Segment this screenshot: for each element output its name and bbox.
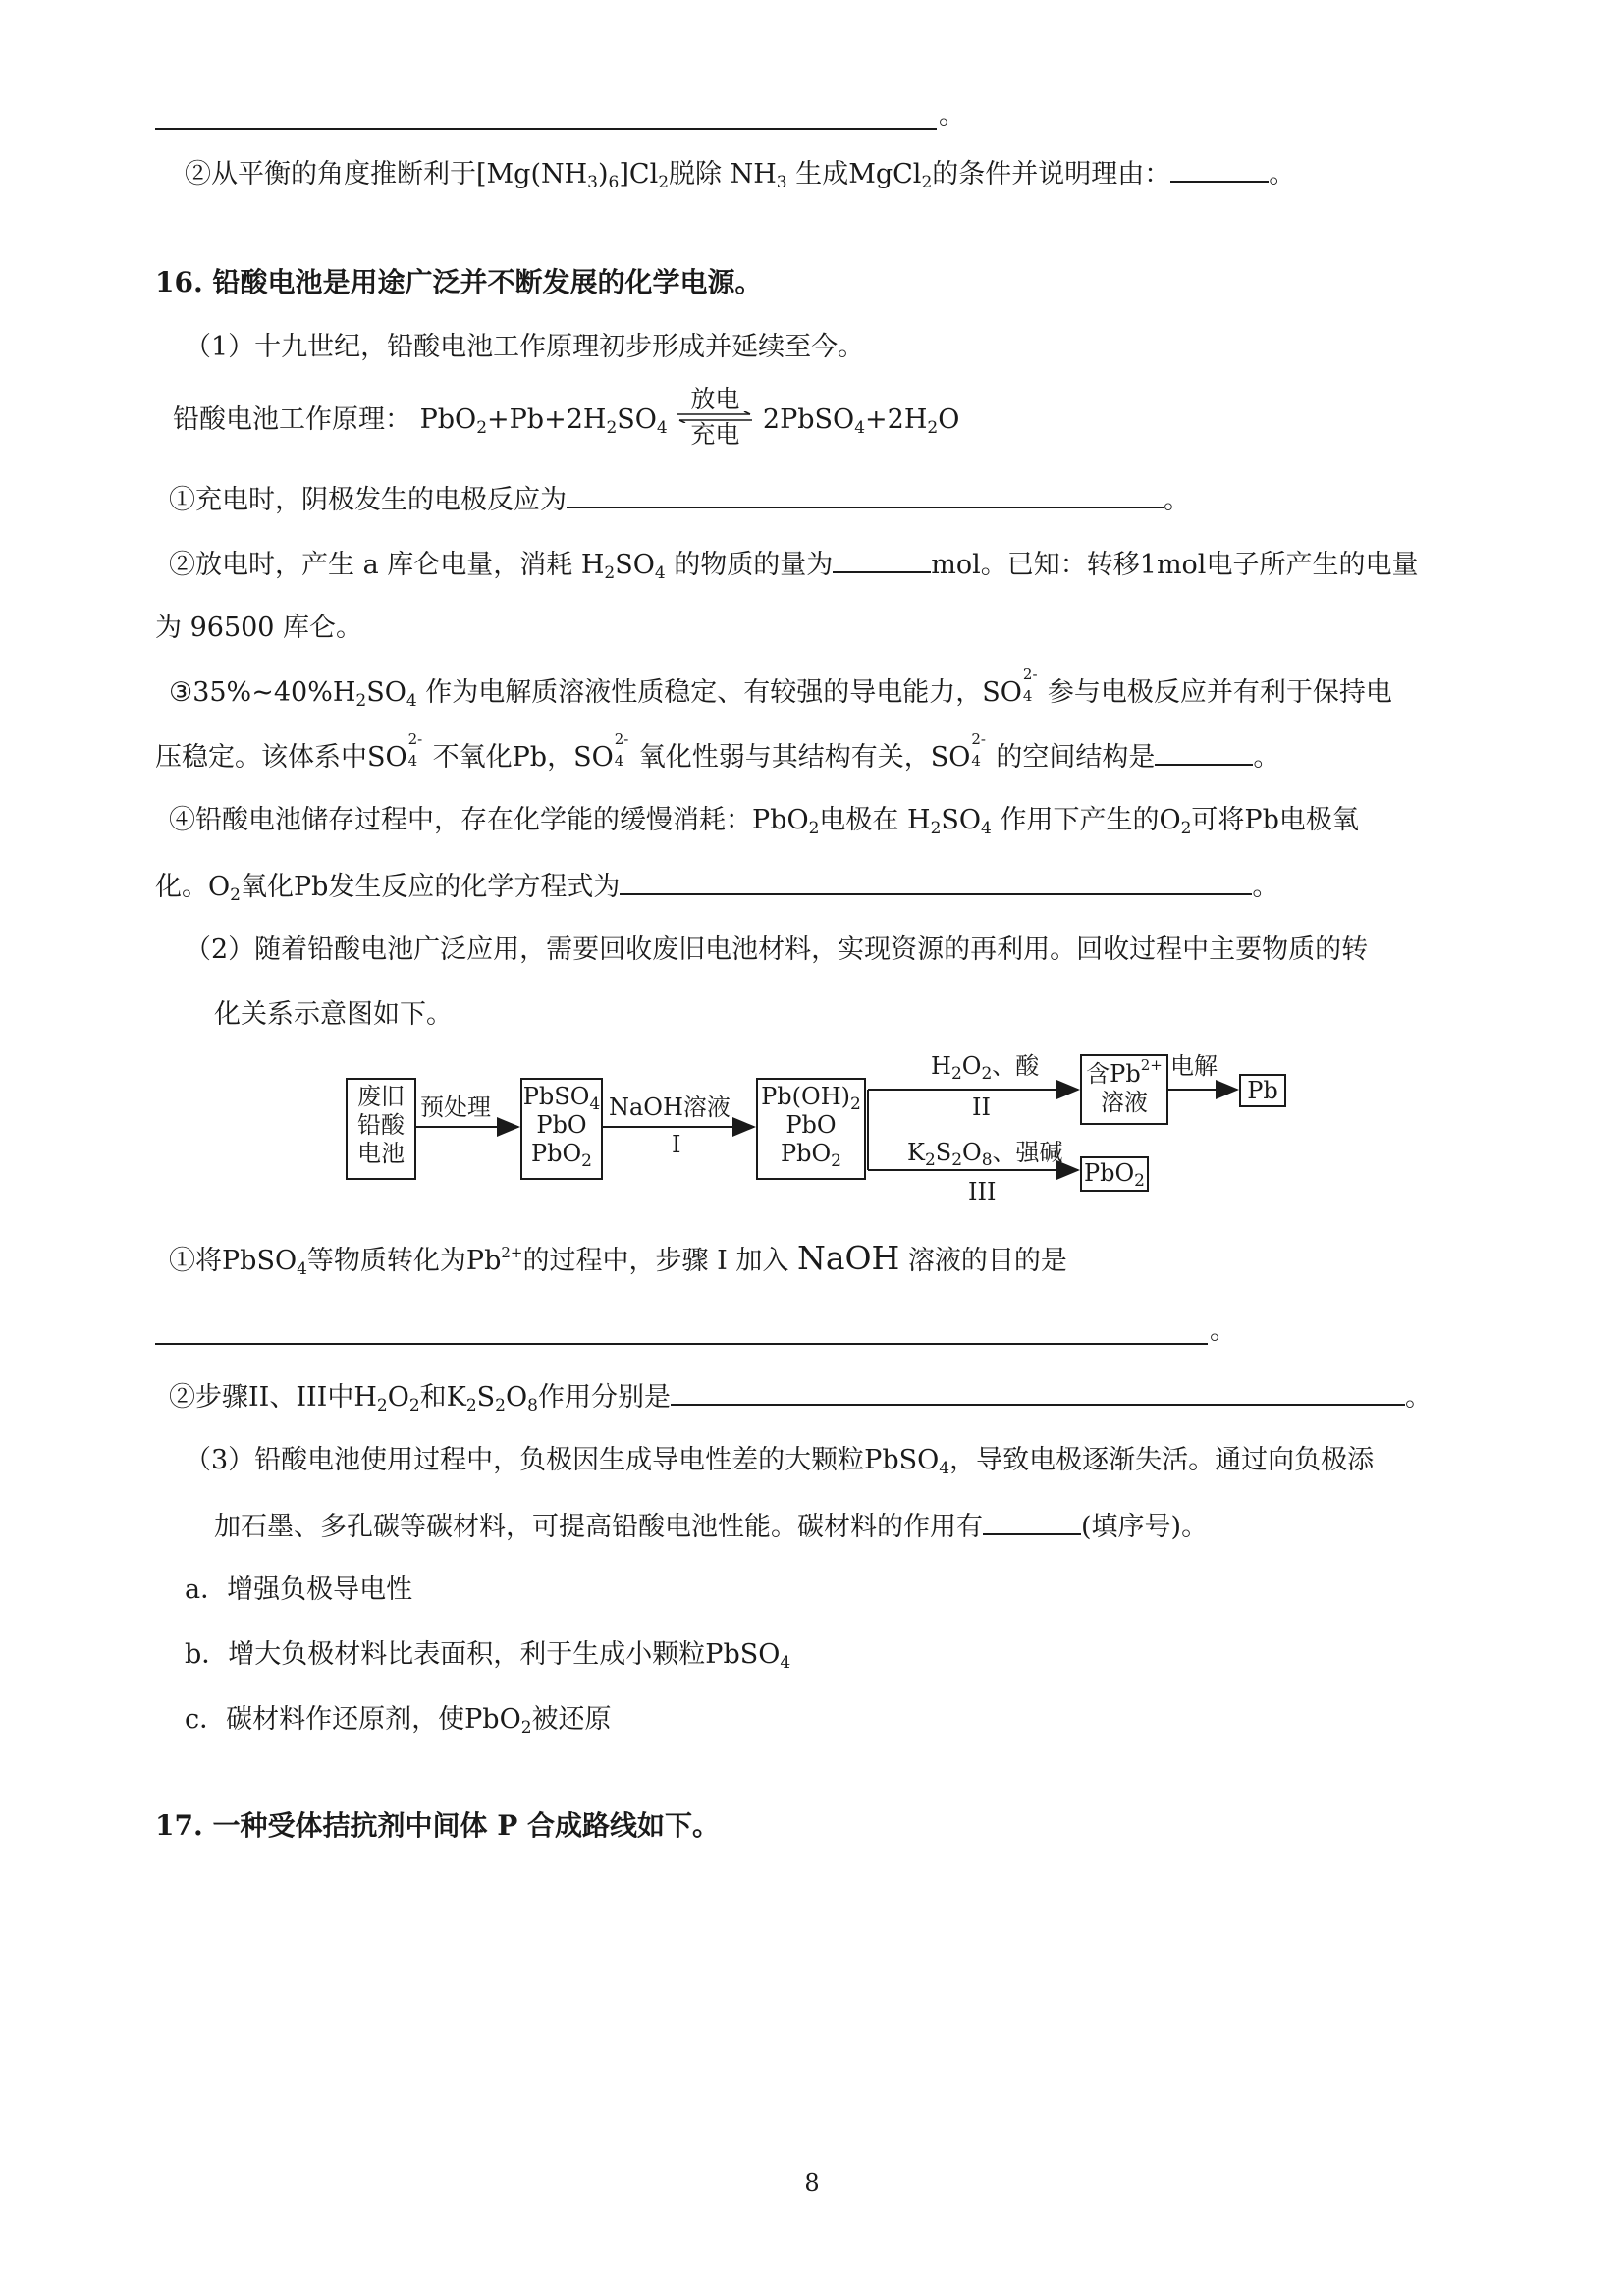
answer-blank [620, 868, 1252, 895]
answer-line-top [155, 128, 937, 130]
q16-item4-line2: 化。$O_2$氧化Pb发生反应的化学方程式为 。 [155, 868, 1278, 905]
label-step-1: I [672, 1131, 681, 1158]
answer-blank [1170, 155, 1269, 183]
label-step-3: III [968, 1178, 997, 1205]
label-k2s2o8-base: $K_2S_2O_8$、强碱 [907, 1139, 1063, 1170]
q16-part1-intro: （1）十九世纪，铅酸电池工作原理初步形成并延续至今。 [185, 332, 865, 362]
label-electrolysis: 电解 [1170, 1052, 1218, 1080]
ion-charge: 2- 4 [1022, 666, 1038, 705]
q16-item4: ④铅酸电池储存过程中，存在化学能的缓慢消耗：PbO$_2$电极在 $H_2SO_4$ 作用下产生的$O_2$可将Pb电极氧 [169, 805, 1359, 838]
question-15-part2: ②从平衡的角度推断利于$[Mg(NH_3)_6]Cl_2$脱除 $NH_3$ 生成MgCl$_2$的条件并说明理由： 。 [185, 155, 1295, 192]
box-waste-battery: 废旧 铅酸 电池 [346, 1078, 416, 1180]
answer-blank [1155, 738, 1253, 766]
q16-part3-line2: 加石墨、多孔碳等碳材料，可提高铅酸电池性能。碳材料的作用有 (填序号)。 [214, 1508, 1208, 1545]
option-b: b．增大负极材料比表面积，利于生成小颗粒PbSO$_4$ [185, 1639, 791, 1673]
reversible-arrow: 放电 充电 [676, 402, 754, 438]
box-pb: Pb [1239, 1074, 1286, 1107]
q16-subq1: ①将PbSO$_4$等物质转化为$Pb^{2+}$的过程中，步骤 I 加入 NaOH 溶液的目的是 [169, 1239, 1067, 1279]
answer-blank [833, 546, 931, 573]
answer-blank [567, 481, 1164, 508]
q16-part2-line1: （2）随着铅酸电池广泛应用，需要回收废旧电池材料，实现资源的再利用。回收过程中主要物质的转 [185, 934, 1369, 965]
question-16-title: 16. 铅酸电池是用途广泛并不断发展的化学电源。 [155, 266, 763, 298]
answer-blank [671, 1378, 1405, 1406]
box-pboh2-mix: $Pb(OH)_2$ PbO PbO$_2$ [756, 1078, 866, 1180]
answer-blank [983, 1508, 1081, 1535]
q16-subq2: ②步骤II、III中$H_2O_2$和$K_2S_2O_8$作用分别是 。 [169, 1378, 1432, 1415]
label-naoh: NaOH溶液 [609, 1094, 731, 1121]
option-c: c．碳材料作还原剂，使PbO$_2$被还原 [185, 1704, 612, 1737]
label-pretreat: 预处理 [420, 1094, 491, 1121]
option-a: a．增强负极导电性 [185, 1575, 413, 1605]
q16-principle-equation: 铅酸电池工作原理： $PbO_2+Pb+2H_2SO_4$ 放电 充电 $2PbSO_4+2H_2O$ [173, 385, 960, 449]
box-pb2plus-solution: 含$Pb^{2+}$ 溶液 [1080, 1054, 1168, 1125]
q16-item2: ②放电时，产生 a 库仑电量，消耗 $H_2SO_4$ 的物质的量为 mol。已知：转移1mol电子所产生的电量 [169, 546, 1418, 583]
q16-item3: $③35\%\sim 40\%H_2SO_4$ 作为电解质溶液性质稳定、有较强的导电能力，SO 2- 4 参与电极反应并有利于保持电 [169, 666, 1392, 711]
box-pbso4-mix: PbSO$_4$ PbO PbO$_2$ [520, 1078, 603, 1180]
ion-charge: 2- 4 [407, 730, 423, 770]
label-h2o2-acid: $H_2O_2$、酸 [931, 1052, 1040, 1084]
answer-line-q16-subq1 [155, 1343, 1208, 1345]
question-17-title: 17. 一种受体拮抗剂中间体 P 合成路线如下。 [155, 1809, 721, 1842]
end-mark-top: 。 [939, 100, 965, 131]
q16-item1: ①充电时，阴极发生的电极反应为 。 [169, 481, 1190, 518]
ion-charge: 2- 4 [614, 730, 629, 770]
ion-charge: 2- 4 [971, 730, 986, 770]
q16-part2-line2: 化关系示意图如下。 [214, 999, 453, 1030]
label-step-2: II [972, 1094, 991, 1121]
page-number: 8 [804, 2169, 820, 2197]
end-mark-q16-subq1: 。 [1210, 1315, 1236, 1346]
box-pbo2: PbO$_2$ [1080, 1156, 1149, 1192]
q16-item2-line2: 为 96500 库仑。 [155, 613, 363, 643]
q16-part3-line1: （3）铅酸电池使用过程中，负极因生成导电性差的大颗粒PbSO$_4$，导致电极逐渐失活。通过向负极添 [185, 1445, 1375, 1478]
q16-item3-line2: 压稳定。该体系中SO 2- 4 不氧化Pb，SO 2- 4 氧化性弱与其结构有关，SO 2- 4 的空间结构是 。 [155, 730, 1280, 773]
